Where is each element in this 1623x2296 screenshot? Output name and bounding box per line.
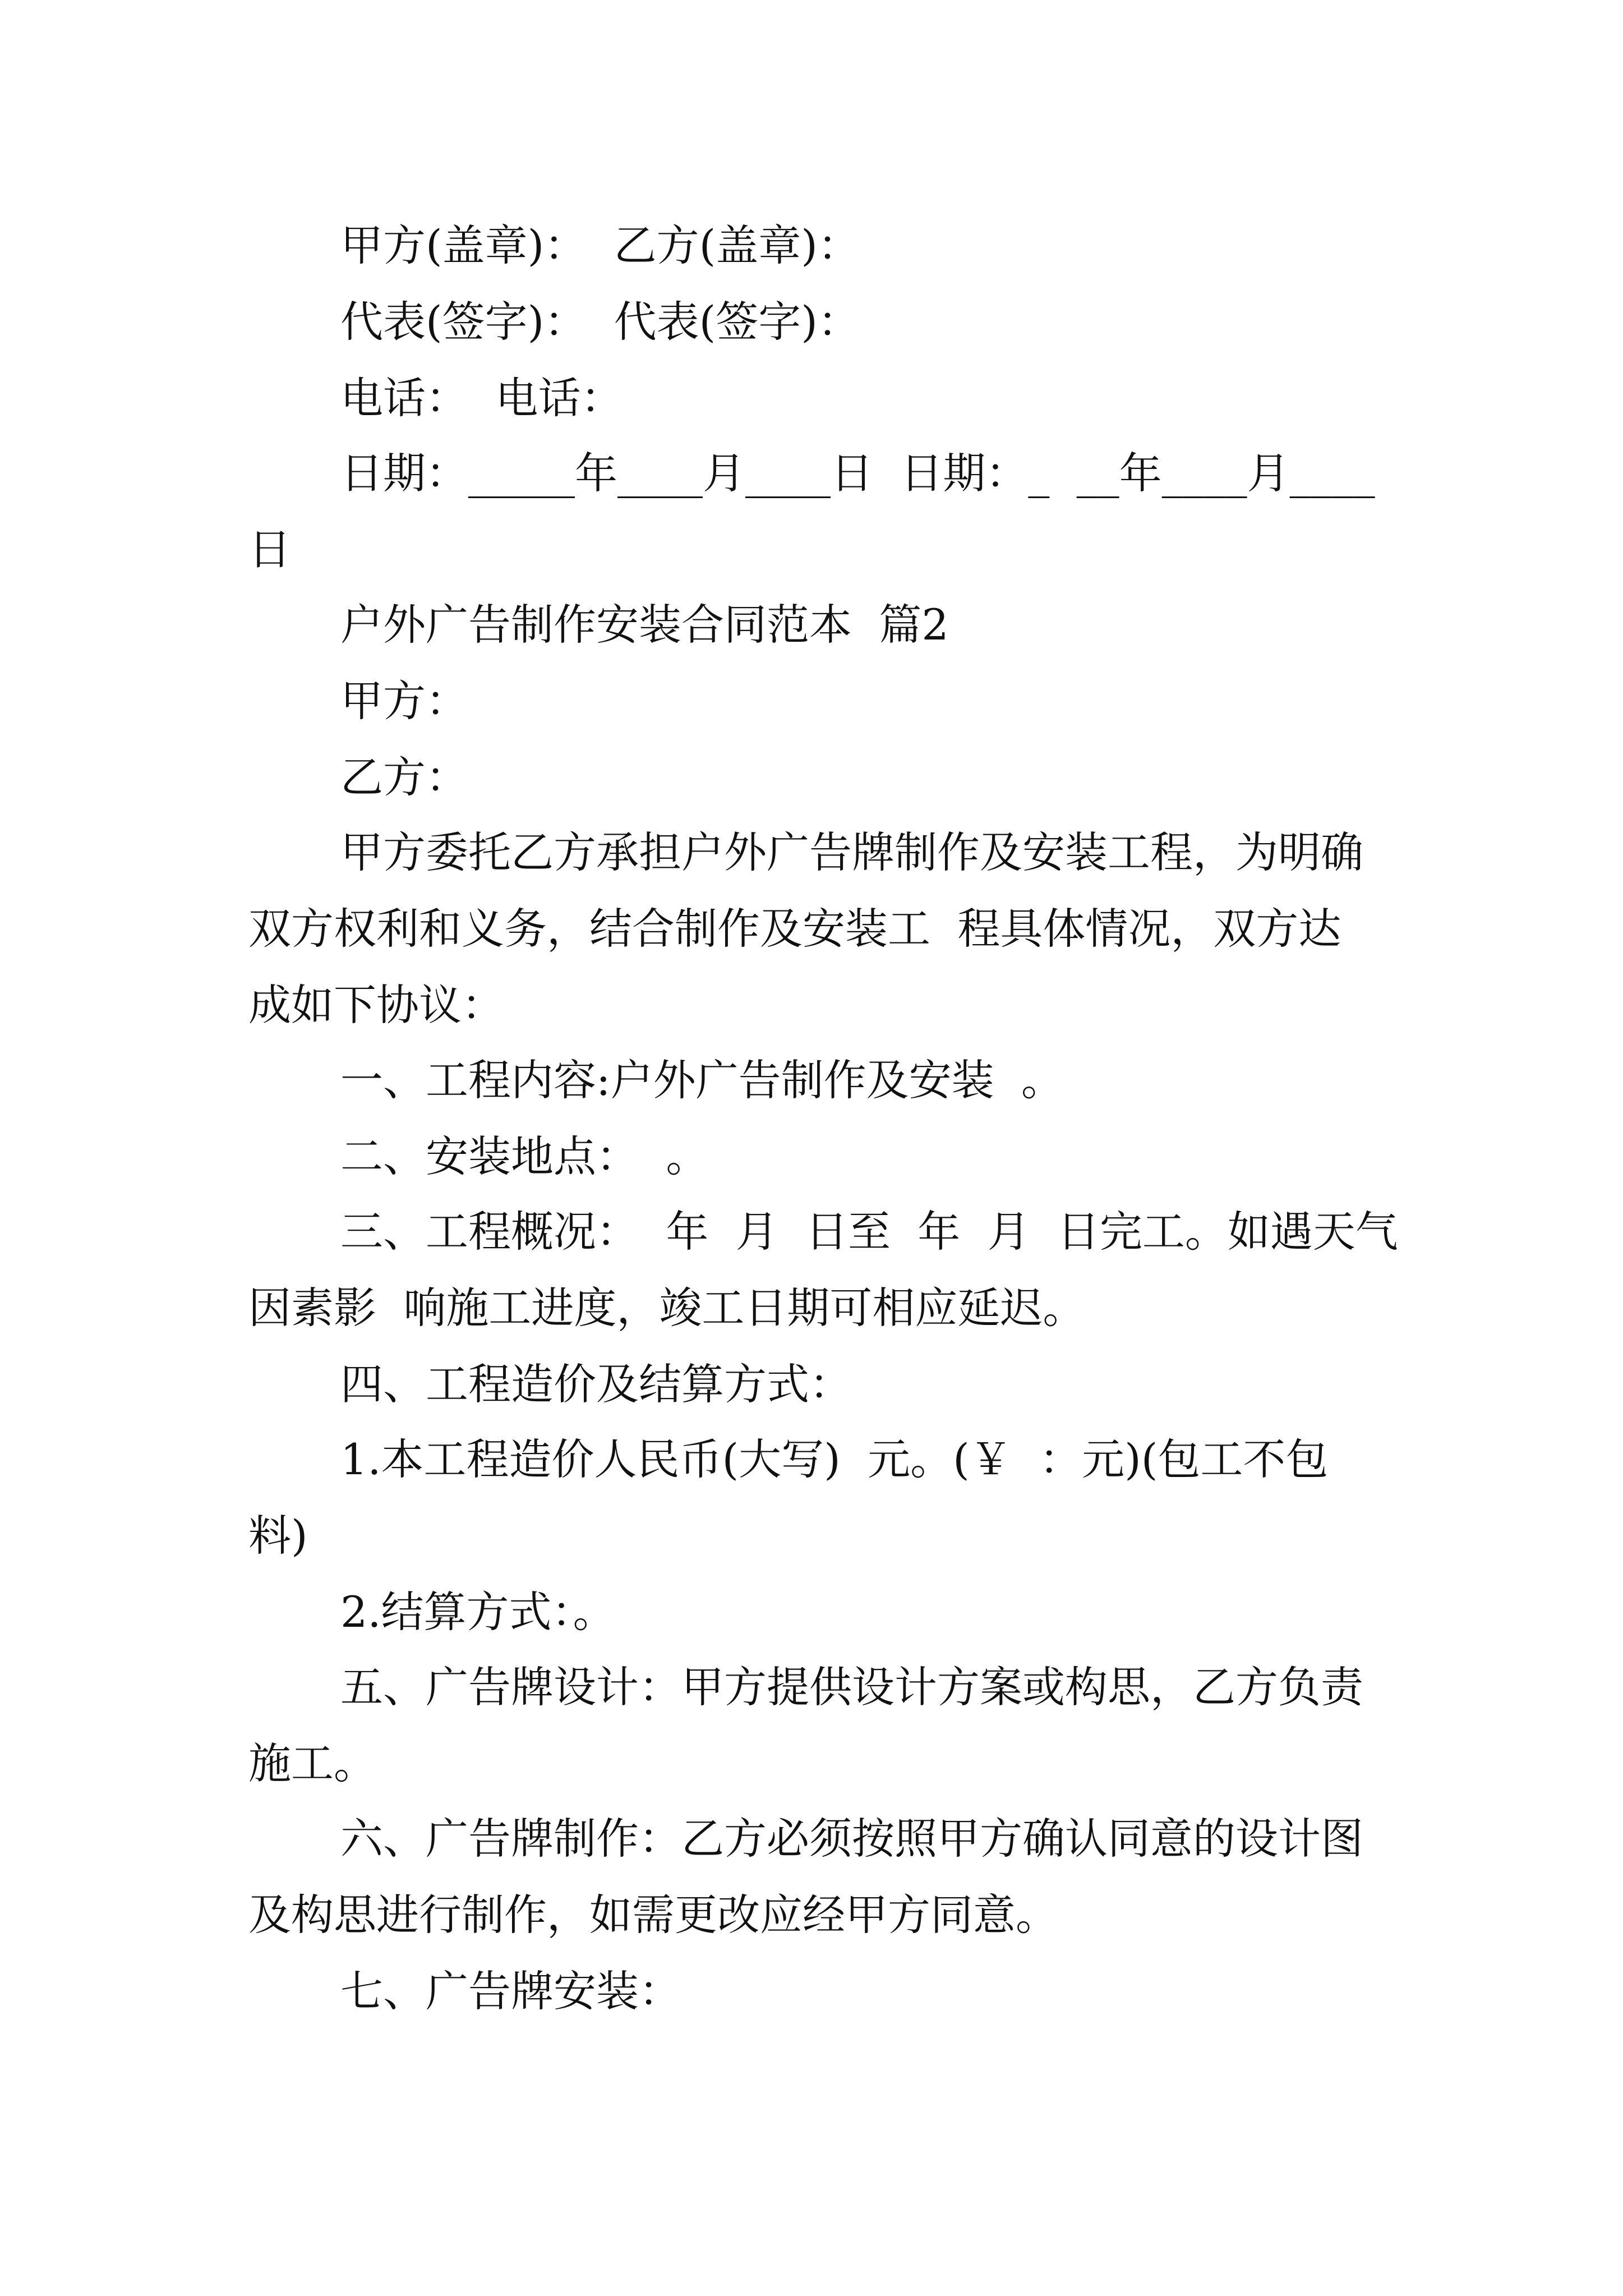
signature-seal-line: 甲方(盖章)： 乙方(盖章)： xyxy=(340,220,860,270)
clause-6-production-line-1: 六、广告牌制作：乙方必须按照甲方确认同意的设计图 xyxy=(340,1814,1363,1864)
clause-4-1-line-2: 料) xyxy=(248,1511,308,1561)
signature-rep-line: 代表(签字)： 代表(签字)： xyxy=(340,297,860,347)
signature-date-line-cont: 日 xyxy=(248,524,291,574)
party-a-line: 甲方： xyxy=(340,676,468,726)
party-b-line: 乙方： xyxy=(340,752,468,802)
section-title: 户外广告制作安装合同范本 篇2 xyxy=(340,600,949,650)
clause-3-overview-line-2: 因素影 响施工进度，竣工日期可相应延迟。 xyxy=(248,1283,1086,1333)
clause-3-overview-line-1: 三、工程概况： 年 月 日至 年 月 日完工。如遇天气 xyxy=(340,1207,1398,1257)
clause-5-design-line-1: 五、广告牌设计：甲方提供设计方案或构思，乙方负责 xyxy=(340,1662,1363,1712)
clause-4-1-line-1: 1.本工程造价人民币(大写) 元。(￥ ：元)(包工不包 xyxy=(340,1434,1329,1484)
clause-6-production-line-2: 及构思进行制作，如需更改应经甲方同意。 xyxy=(248,1890,1058,1940)
intro-paragraph-line-3: 成如下协议： xyxy=(248,980,504,1030)
clause-5-design-line-2: 施工。 xyxy=(248,1738,376,1788)
clause-1-content: 一、工程内容:户外广告制作及安装 。 xyxy=(340,1055,1064,1105)
clause-4-2-settlement: 2.结算方式：。 xyxy=(340,1587,616,1637)
signature-date-line: 日期：_____年____月____日 日期：_ __年____月____ xyxy=(340,448,1375,498)
clause-4-cost-heading: 四、工程造价及结算方式： xyxy=(340,1359,852,1409)
intro-paragraph-line-2: 双方权利和义务，结合制作及安装工 程具体情况，双方达 xyxy=(248,904,1341,954)
clause-2-location: 二、安装地点： 。 xyxy=(340,1131,709,1181)
intro-paragraph-line-1: 甲方委托乙方承担户外广告牌制作及安装工程，为明确 xyxy=(340,827,1363,877)
clause-7-installation: 七、广告牌安装： xyxy=(340,1966,681,2016)
signature-phone-line: 电话： 电话： xyxy=(340,373,624,423)
